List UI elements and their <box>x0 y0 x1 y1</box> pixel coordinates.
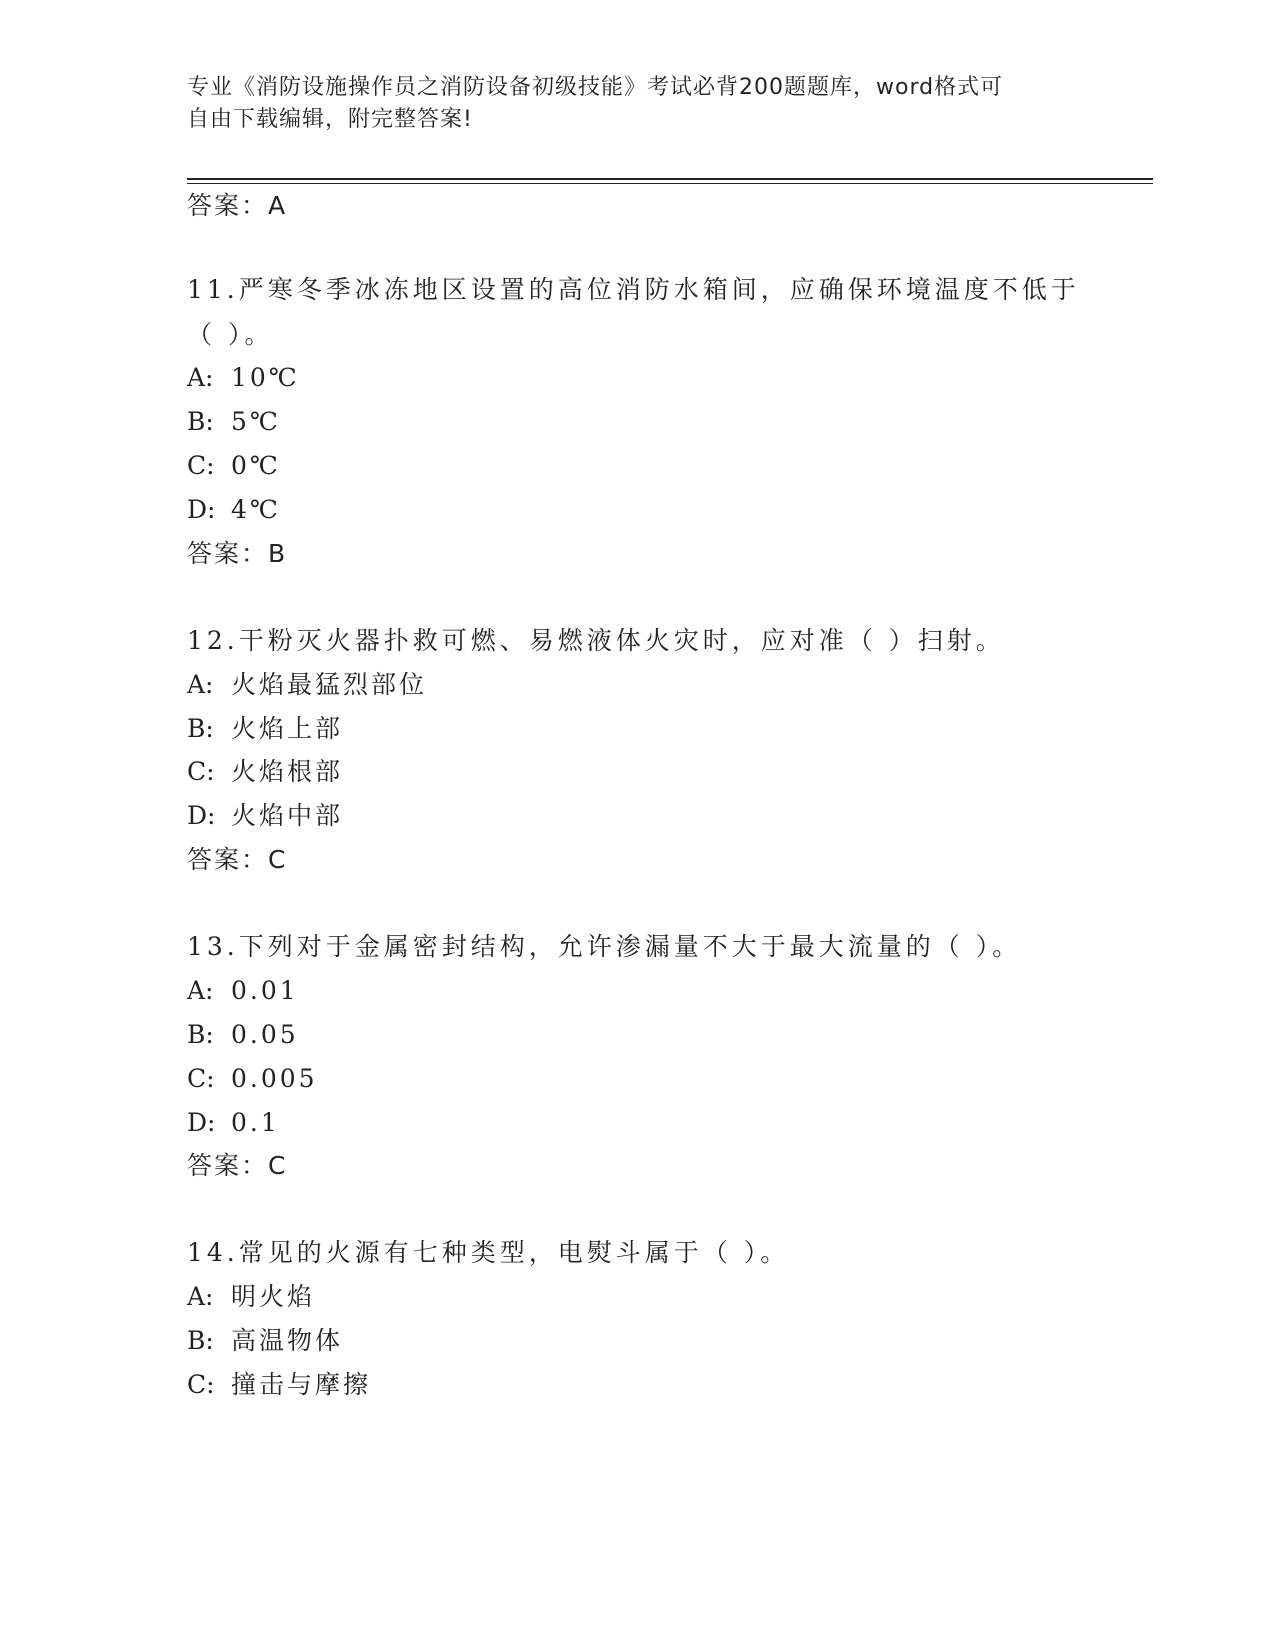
option-label: C: <box>187 757 215 786</box>
question-12-option-a <box>187 665 427 705</box>
header-divider-thin <box>187 183 1153 184</box>
header-line-2: 自由下载编辑，附完整答案! <box>187 107 473 132</box>
question-12-option-c <box>187 752 343 792</box>
option-label: D: <box>187 1108 216 1137</box>
question-13-option-d <box>187 1103 280 1143</box>
question-12-option-d <box>187 796 343 836</box>
option-text: 0.01 <box>231 976 299 1005</box>
option-label: A: <box>187 670 214 699</box>
option-text: 火焰最猛烈部位 <box>231 670 428 699</box>
option-text: 0.05 <box>231 1020 299 1049</box>
option-text: 10℃ <box>231 363 300 392</box>
option-label: B: <box>187 1326 214 1355</box>
option-text: 0.1 <box>231 1108 280 1137</box>
question-13-stem: 13.下列对于金属密封结构，允许渗漏量不大于最大流量的（ ）。 <box>187 932 1022 961</box>
question-14-option-a <box>187 1277 315 1317</box>
option-text: 高温物体 <box>231 1326 344 1355</box>
option-label: A: <box>187 363 214 392</box>
option-text: 5℃ <box>231 407 281 436</box>
option-label: A: <box>187 976 214 1005</box>
option-text: 明火焰 <box>231 1282 316 1311</box>
option-label: C: <box>187 1064 215 1093</box>
question-11-answer: 答案：B <box>187 539 288 568</box>
question-13-option-c <box>187 1059 318 1099</box>
question-14-option-b <box>187 1321 343 1361</box>
option-text: 火焰根部 <box>231 757 344 786</box>
answer-prev: 答案：A <box>187 191 288 220</box>
question-11-option-a <box>187 358 300 398</box>
option-text: 火焰上部 <box>231 714 344 743</box>
option-text: 火焰中部 <box>231 801 344 830</box>
option-text: 撞击与摩擦 <box>231 1370 372 1399</box>
option-label: B: <box>187 407 214 436</box>
question-13-option-b <box>187 1015 299 1055</box>
question-11-option-d <box>187 490 281 530</box>
option-label: B: <box>187 714 214 743</box>
option-text: 0.005 <box>231 1064 318 1093</box>
question-11-option-c <box>187 446 281 486</box>
option-label: A: <box>187 1282 214 1311</box>
question-11-option-b <box>187 402 281 442</box>
question-13-answer: 答案：C <box>187 1151 288 1180</box>
question-14-option-c <box>187 1365 371 1405</box>
question-11-stem: 11.严寒冬季冰冻地区设置的高位消防水箱间，应确保环境温度不低于 <box>187 275 1080 304</box>
option-label: C: <box>187 451 215 480</box>
header-line-1: 专业《消防设施操作员之消防设备初级技能》考试必背200题题库，word格式可 <box>187 75 1004 100</box>
question-14-stem: 14.常见的火源有七种类型，电熨斗属于（ ）。 <box>187 1238 790 1267</box>
question-12-stem: 12.干粉灭火器扑救可燃、易燃液体火灾时，应对准（ ）扫射。 <box>187 626 1005 655</box>
question-11-stem-cont: （ ）。 <box>187 320 274 349</box>
option-label: C: <box>187 1370 215 1399</box>
option-label: D: <box>187 495 216 524</box>
question-12-option-b <box>187 709 343 749</box>
option-label: B: <box>187 1020 214 1049</box>
question-13-option-a <box>187 971 299 1011</box>
header-divider-thick <box>187 178 1153 180</box>
document-header <box>187 72 1087 136</box>
question-12-answer: 答案：C <box>187 845 288 874</box>
option-text: 4℃ <box>231 495 281 524</box>
option-text: 0℃ <box>231 451 281 480</box>
option-label: D: <box>187 801 216 830</box>
